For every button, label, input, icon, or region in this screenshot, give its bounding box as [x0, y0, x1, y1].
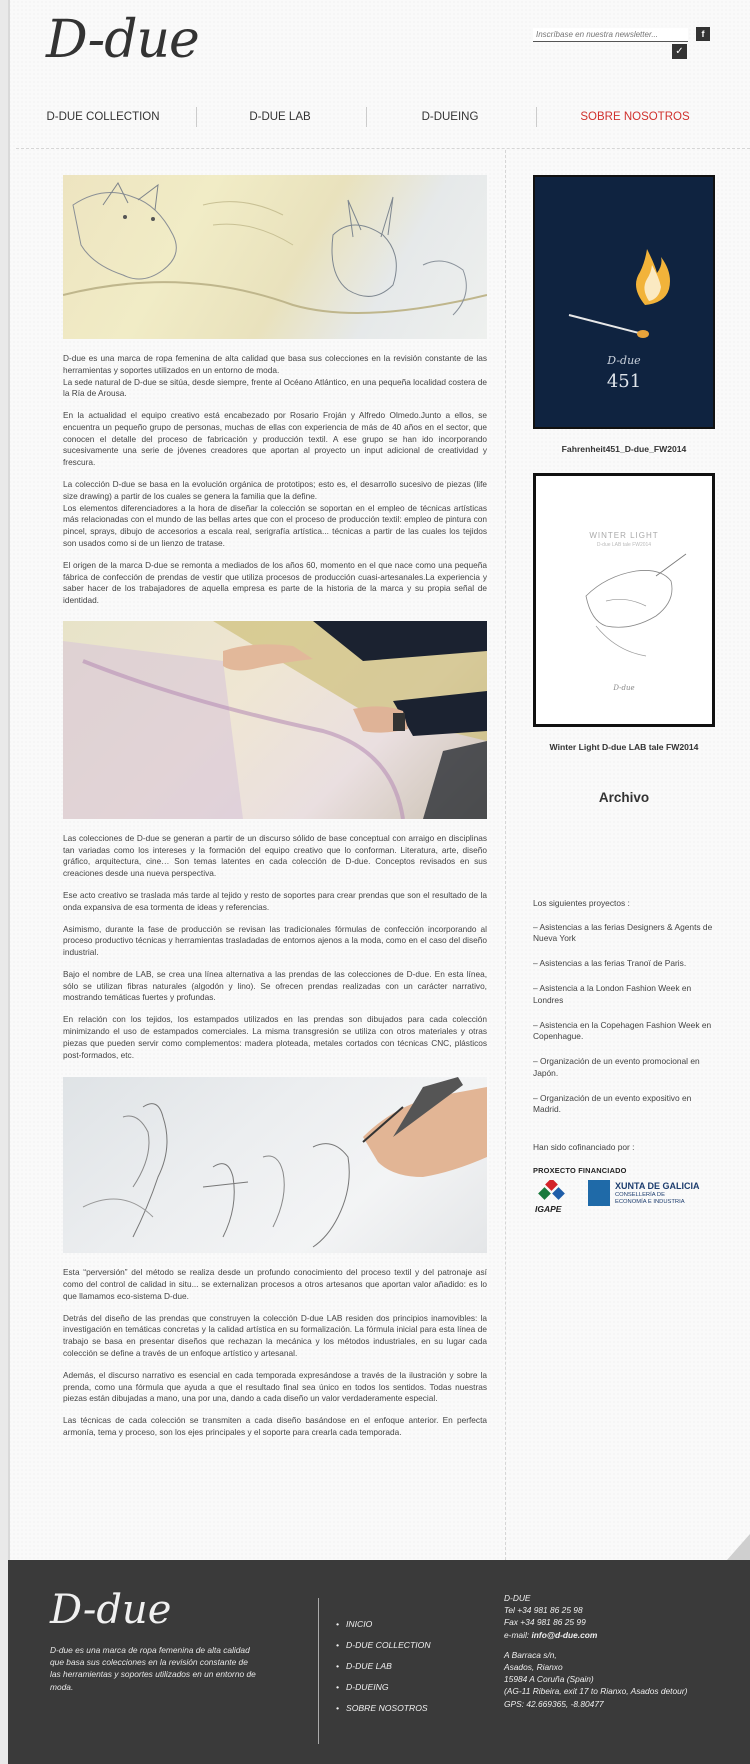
poster-subtitle: D-due LAB tale FW2014	[596, 542, 652, 549]
facebook-icon[interactable]: f	[696, 27, 710, 41]
about-paragraph: La colección D-due se basa en la evolución orgánica de prototipos; esto es, el desarrollo sucesivo de piezas (life size drawing) a partir de los cuales se genera la familia que la define. Los elementos diferenciadores a la hora de diseñar la colección se soportan en el empleo de técnicas artísticas más relacionadas con el mundo de las bellas artes que con el proceso de producción textil: empleo de pintura con pincel, sprays, dibujo de accesorios a escala real, serigrafía artística... técnicas a partir de las cuales los tejidos son usados como si de un lienzo de tratase.	[63, 479, 487, 548]
list-item: – Asistencia a la London Fashion Week en Londres	[533, 983, 692, 1005]
about-paragraph: Bajo el nombre de LAB, se crea una línea alternativa a las prendas de las colecciones de D-due. En esta línea, sólo se utilizan fibras naturales (algodón y lino). Se ofrecen prendas realizadas con un carácter narrativo, mostrando temáticas fuertes y profundas.	[63, 968, 487, 1003]
about-paragraph: Esta “perversión” del método se realiza desde un profundo conocimiento del proceso textil y del patronaje así como del control de calidad in situ... se externalizan procesos a otros artesanos que aportan valor añadido: es lo que llamamos eco-sistema D-due.	[63, 1267, 487, 1301]
footer-nav-dueing[interactable]: • D-DUEING	[336, 1681, 431, 1693]
about-paragraph: En relación con los tejidos, los estampados utilizados en las prendas son dibujados para cada colección minimizando el uso de estampados comerciales. La misma transgresión se utiliza con otros materiales y otras piezas que pueden servir como complementos: madera ploteada, metales cortados con técnicas CNC, plásticos post-formados, etc.	[63, 1014, 487, 1060]
list-item: – Asistencia en la Copehagen Fashion Week en Copenhague.	[533, 1019, 712, 1042]
about-paragraph: Detrás del diseño de las prendas que construyen la colección D-due LAB residen dos principios inamovibles: la investigación en temáticas concretas y la calidad artística en su formalización. La fórmula inicial para esta línea de trabajo se basa en presentar diseños que rechazan la mecánica y los métodos industriales, en su lugar cada colección se define a través de un enfoque artístico y artesanal.	[63, 1312, 487, 1359]
nav-item-dueing[interactable]: D-DUEING	[421, 111, 479, 123]
company-name: D-DUE	[504, 1593, 531, 1603]
list-item: – Asistencias a las ferias Tranoï de Paris.	[533, 958, 687, 969]
list-item: – Asistencias a las ferias Designers & Agents de Nueva York	[533, 921, 713, 944]
poster-caption[interactable]: Fahrenheit451_D-due_FW2014	[561, 444, 687, 454]
funding-logos	[533, 1166, 715, 1218]
newsletter-input[interactable]	[533, 28, 688, 42]
igape-logo-icon	[537, 1180, 567, 1204]
about-paragraph: Las colecciones de D-due se generan a partir de un discurso sólido de base conceptual con arraigo en disciplinas tan variadas como los intereses y la formación del equipo creativo que lo conforman. Literatura, arte, diseño gráfico, arquitectura, cine… Son temas latentes en cada colección de D-due. Conceptos revisados en sus creaciones desde una nueva perspectiva.	[63, 832, 487, 879]
email-label: e-mail:	[504, 1629, 530, 1640]
newsletter-submit-button[interactable]: ✓	[672, 44, 687, 59]
footer-description: D-due es una marca de ropa femenina de alta calidad que basa sus colecciones en la revisión constante de las herramientas y soportes utilizados en un entorno de moda.	[50, 1645, 256, 1692]
fabric-painting-image	[63, 621, 487, 819]
site-logo[interactable]: D-due	[46, 10, 199, 70]
about-paragraph: Ese acto creativo se traslada más tarde al tejido y resto de soportes para crear prendas que son el resultado de la onda expansiva de esa tormenta de ideas y referencias.	[63, 889, 487, 912]
header-divider	[16, 148, 750, 149]
projects-intro: Los siguientes proyectos :	[533, 897, 630, 908]
fax: Fax +34 981 86 25 99	[504, 1617, 586, 1628]
about-paragraph: En la actualidad el equipo creativo está encabezado por Rosario Froján y Alfredo Olmedo.Junto a ellos, se encuentra un pequeño grupo de personas, muchas de ellas con experiencia de más de 40 años en el sector, que conocen el detalle del proceso de fabricación y producción textil. A ese grupo se han ido incorporando sucesivamente una serie de jóvenes creadores que aportan al proyecto un input adicional de creatividad y frescura.	[63, 410, 487, 468]
igape-label: IGAPE	[535, 1203, 562, 1214]
footer-nav-sobre-nosotros[interactable]: • SOBRE NOSOTROS	[336, 1702, 431, 1714]
poster-number: 451	[606, 371, 642, 392]
nav-divider	[536, 107, 537, 127]
email-line	[504, 1629, 687, 1641]
archive-heading: Archivo	[598, 790, 650, 806]
nav-item-sobre-nosotros[interactable]: SOBRE NOSOTROS	[580, 111, 690, 123]
poster-brand: D-due	[607, 354, 641, 367]
xunta-sublabel: CONSELLERÍA DE ECONOMÍA E INDUSTRIA	[615, 1191, 685, 1206]
projects-list	[533, 922, 715, 1116]
xunta-logo-icon	[588, 1180, 610, 1206]
footer-nav-collection[interactable]: • D-DUE COLLECTION	[336, 1639, 431, 1651]
poster-caption[interactable]: Winter Light D-due LAB tale FW2014	[549, 742, 699, 753]
drawing-figures-image	[63, 1077, 487, 1253]
footer-divider	[318, 1598, 319, 1744]
footer-nav-inicio[interactable]: • INICIO	[336, 1618, 431, 1630]
about-paragraph: Las técnicas de cada colección se transmiten a cada diseño basándose en el enfoque anterior. En perfecta armonía, tema y proceso, son los ejes principales y el soporte para crearla cada temporada.	[63, 1415, 487, 1437]
phone: Tel +34 981 86 25 98	[504, 1605, 583, 1616]
proxecto-label: PROXECTO FINANCIADO	[533, 1165, 627, 1175]
about-paragraph: Además, el discurso narrativo es esencial en cada temporada expresándose a través de la ilustración y sobre la prenda, como una fórmula que ayuda a que el resultado final sea único en todos los sentidos. Todas nuestras piezas están dibujadas a mano, una por una, dando a cada diseño un valor verdaderamente especial.	[63, 1369, 487, 1404]
main-content	[63, 175, 487, 1449]
about-paragraph: El origen de la marca D-due se remonta a mediados de los años 60, momento en el que nace como una pequeña fábrica de confección de prendas de vestir que utiliza procesos de producción cuasi-artesanales.La experiencia y saber hacer de los trabajadores de aquella empresa es parte de la historia de la marca y su propia señal de identidad.	[63, 559, 487, 606]
email-link[interactable]: info@d-due.com	[531, 1629, 598, 1640]
footer-logo[interactable]: D-due	[50, 1587, 172, 1633]
sidebar	[533, 175, 715, 1218]
cofinanced-label: Han sido cofinanciado por :	[533, 1142, 635, 1153]
fahrenheit451-poster[interactable]	[533, 175, 715, 429]
page-curl-icon	[727, 1534, 750, 1560]
main-nav	[18, 104, 718, 130]
address: A Barraca s/n, Asados, Rianxo 15984 A Coruña (Spain) (AG-11 Ribeira, exit 17 to Rianxo, Asados detour) GPS: 42.669365, -8.80477	[504, 1649, 688, 1709]
poster-brand: D-due	[613, 684, 635, 693]
winter-light-poster[interactable]	[533, 473, 715, 727]
page	[8, 0, 750, 1560]
about-paragraph: D-due es una marca de ropa femenina de alta calidad que basa sus colecciones en la revisión constante de las herramientas y soportes utilizados en un entorno de moda. La sede natural de D-due se sitúa, desde siempre, frente al Océano Atlántico, en una pequeña localidad costera de la Ría de Arousa.	[63, 353, 487, 399]
list-item: – Organización de un evento promocional en Japón.	[533, 1056, 700, 1078]
xunta-label: XUNTA DE GALICIA	[615, 1180, 700, 1191]
fox-illustration-image	[63, 175, 487, 339]
footer-contact	[504, 1592, 687, 1710]
footer	[8, 1560, 750, 1764]
list-item: – Organización de un evento expositivo en Madrid.	[533, 1092, 692, 1115]
nav-item-lab[interactable]: D-DUE LAB	[249, 111, 311, 123]
nav-item-collection[interactable]: D-DUE COLLECTION	[46, 111, 160, 123]
column-divider	[505, 150, 506, 1560]
footer-nav-lab[interactable]: • D-DUE LAB	[336, 1660, 431, 1672]
footer-nav	[336, 1618, 431, 1723]
poster-title: WINTER LIGHT	[589, 531, 659, 541]
about-paragraph: Asimismo, durante la fase de producción se revisan las tradicionales fórmulas de confección incorporando al proceso productivo técnicas y herramientas trasladadas de entornos ajenos a la moda, como en el caso del diseño industrial.	[63, 923, 487, 958]
